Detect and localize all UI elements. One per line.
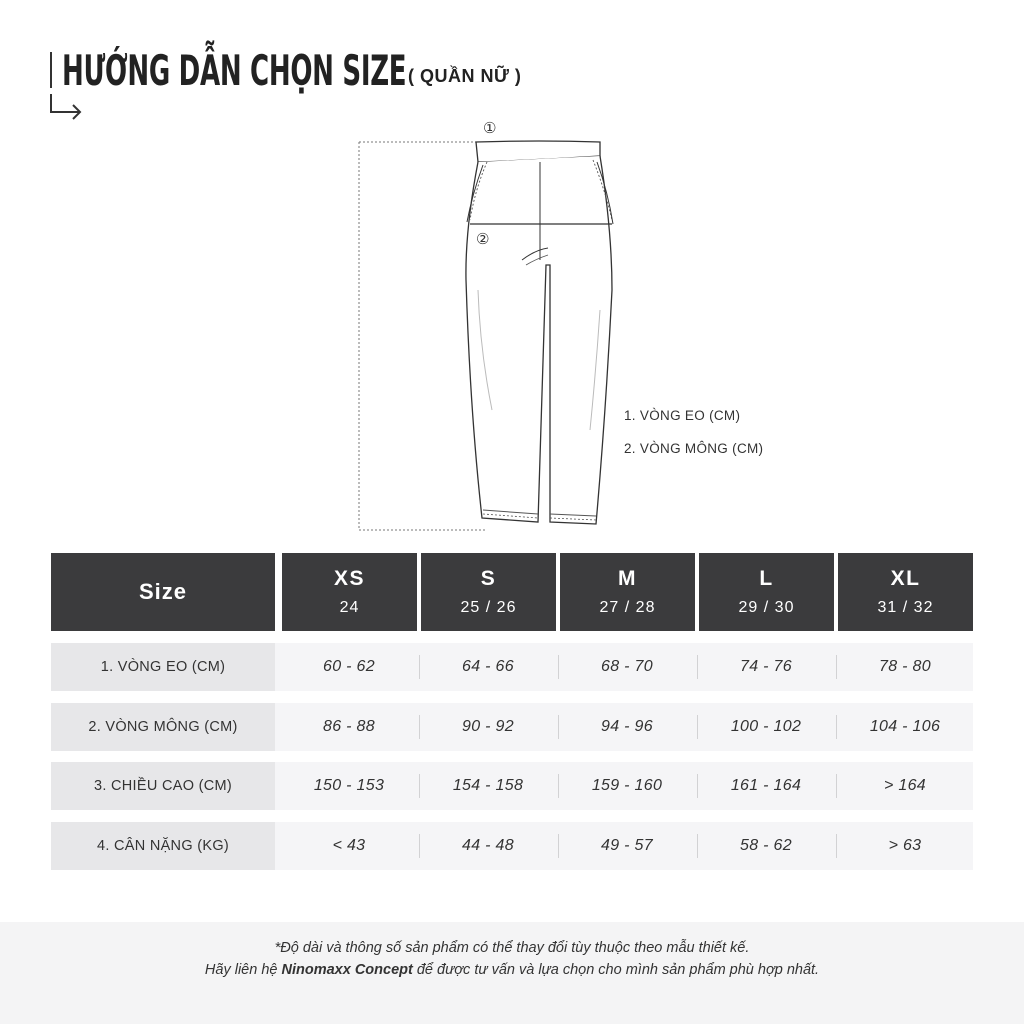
measurement-legend bbox=[624, 408, 763, 474]
table-row bbox=[51, 643, 973, 691]
table-cell: > 164 bbox=[884, 777, 926, 794]
header-size-xs bbox=[282, 553, 417, 631]
footer-contact-post: để được tư vấn và lựa chọn cho mình sản phẩm phù hợp nhất. bbox=[412, 962, 820, 978]
header-size-label: Size bbox=[51, 553, 275, 631]
table-cell: 94 - 96 bbox=[601, 718, 653, 735]
marker-2: ② bbox=[476, 230, 490, 248]
size-name: S bbox=[480, 567, 497, 590]
size-name: L bbox=[759, 567, 774, 590]
table-cell: 49 - 57 bbox=[601, 837, 653, 854]
footer-disclaimer: *Độ dài và thông số sản phẩm có thể thay đổi tùy thuộc theo mẫu thiết kế. bbox=[274, 940, 750, 956]
size-name: M bbox=[618, 567, 637, 590]
page-subtitle: ( QUẦN NỮ ) bbox=[408, 66, 522, 86]
title-accent-bar bbox=[50, 52, 52, 88]
footer-contact-pre: Hãy liên hệ bbox=[204, 962, 282, 978]
size-number: 25 / 26 bbox=[460, 599, 517, 616]
footer-contact bbox=[0, 962, 1024, 978]
pants-outline bbox=[466, 156, 612, 524]
row-label: 1. VÒNG EO (CM) bbox=[51, 643, 275, 691]
brand-name: Ninomaxx Concept bbox=[281, 962, 413, 978]
table-cell: 68 - 70 bbox=[601, 658, 653, 675]
page-title: HƯỚNG DẪN CHỌN SIZE bbox=[62, 46, 407, 95]
table-cell: 64 - 66 bbox=[462, 658, 514, 675]
table-cell: 86 - 88 bbox=[323, 718, 375, 735]
header-size-xl bbox=[838, 553, 973, 631]
length-guide bbox=[359, 142, 485, 530]
corner-arrow-icon bbox=[48, 92, 84, 122]
row-label: 3. CHIỀU CAO (CM) bbox=[51, 762, 275, 810]
table-cell: 78 - 80 bbox=[879, 658, 931, 675]
table-cell: 74 - 76 bbox=[740, 658, 792, 675]
header-size-s bbox=[421, 553, 556, 631]
table-cell: 159 - 160 bbox=[591, 777, 663, 794]
table-cell: > 63 bbox=[888, 837, 922, 854]
table-cell: 104 - 106 bbox=[869, 718, 941, 735]
size-number: 27 / 28 bbox=[599, 599, 656, 616]
pants-diagram bbox=[350, 110, 650, 540]
legend-item-hip: 2. VÒNG MÔNG (CM) bbox=[624, 441, 764, 456]
table-row bbox=[51, 762, 973, 810]
legend-item-waist: 1. VÒNG EO (CM) bbox=[624, 408, 741, 423]
row-label: 4. CÂN NẶNG (KG) bbox=[51, 822, 275, 870]
table-cell: 154 - 158 bbox=[452, 777, 524, 794]
table-cell: 58 - 62 bbox=[740, 837, 792, 854]
size-name: XL bbox=[890, 567, 921, 590]
table-row bbox=[51, 822, 973, 870]
size-number: 24 bbox=[339, 599, 360, 616]
table-row bbox=[51, 703, 973, 751]
footer-note bbox=[0, 922, 1024, 1024]
table-header-row bbox=[51, 553, 973, 631]
table-cell: 60 - 62 bbox=[323, 658, 375, 675]
marker-1: ① bbox=[483, 119, 497, 137]
size-number: 31 / 32 bbox=[877, 599, 934, 616]
table-cell: 100 - 102 bbox=[730, 718, 802, 735]
table-cell: 161 - 164 bbox=[730, 777, 802, 794]
table-cell: 90 - 92 bbox=[462, 718, 514, 735]
table-cell: 44 - 48 bbox=[462, 837, 514, 854]
table-cell: 150 - 153 bbox=[313, 777, 385, 794]
header-size-l bbox=[699, 553, 834, 631]
size-table bbox=[51, 553, 973, 854]
table-cell: < 43 bbox=[332, 837, 366, 854]
size-number: 29 / 30 bbox=[738, 599, 795, 616]
row-label: 2. VÒNG MÔNG (CM) bbox=[51, 703, 275, 751]
size-name: XS bbox=[333, 567, 365, 590]
header-size-m bbox=[560, 553, 695, 631]
